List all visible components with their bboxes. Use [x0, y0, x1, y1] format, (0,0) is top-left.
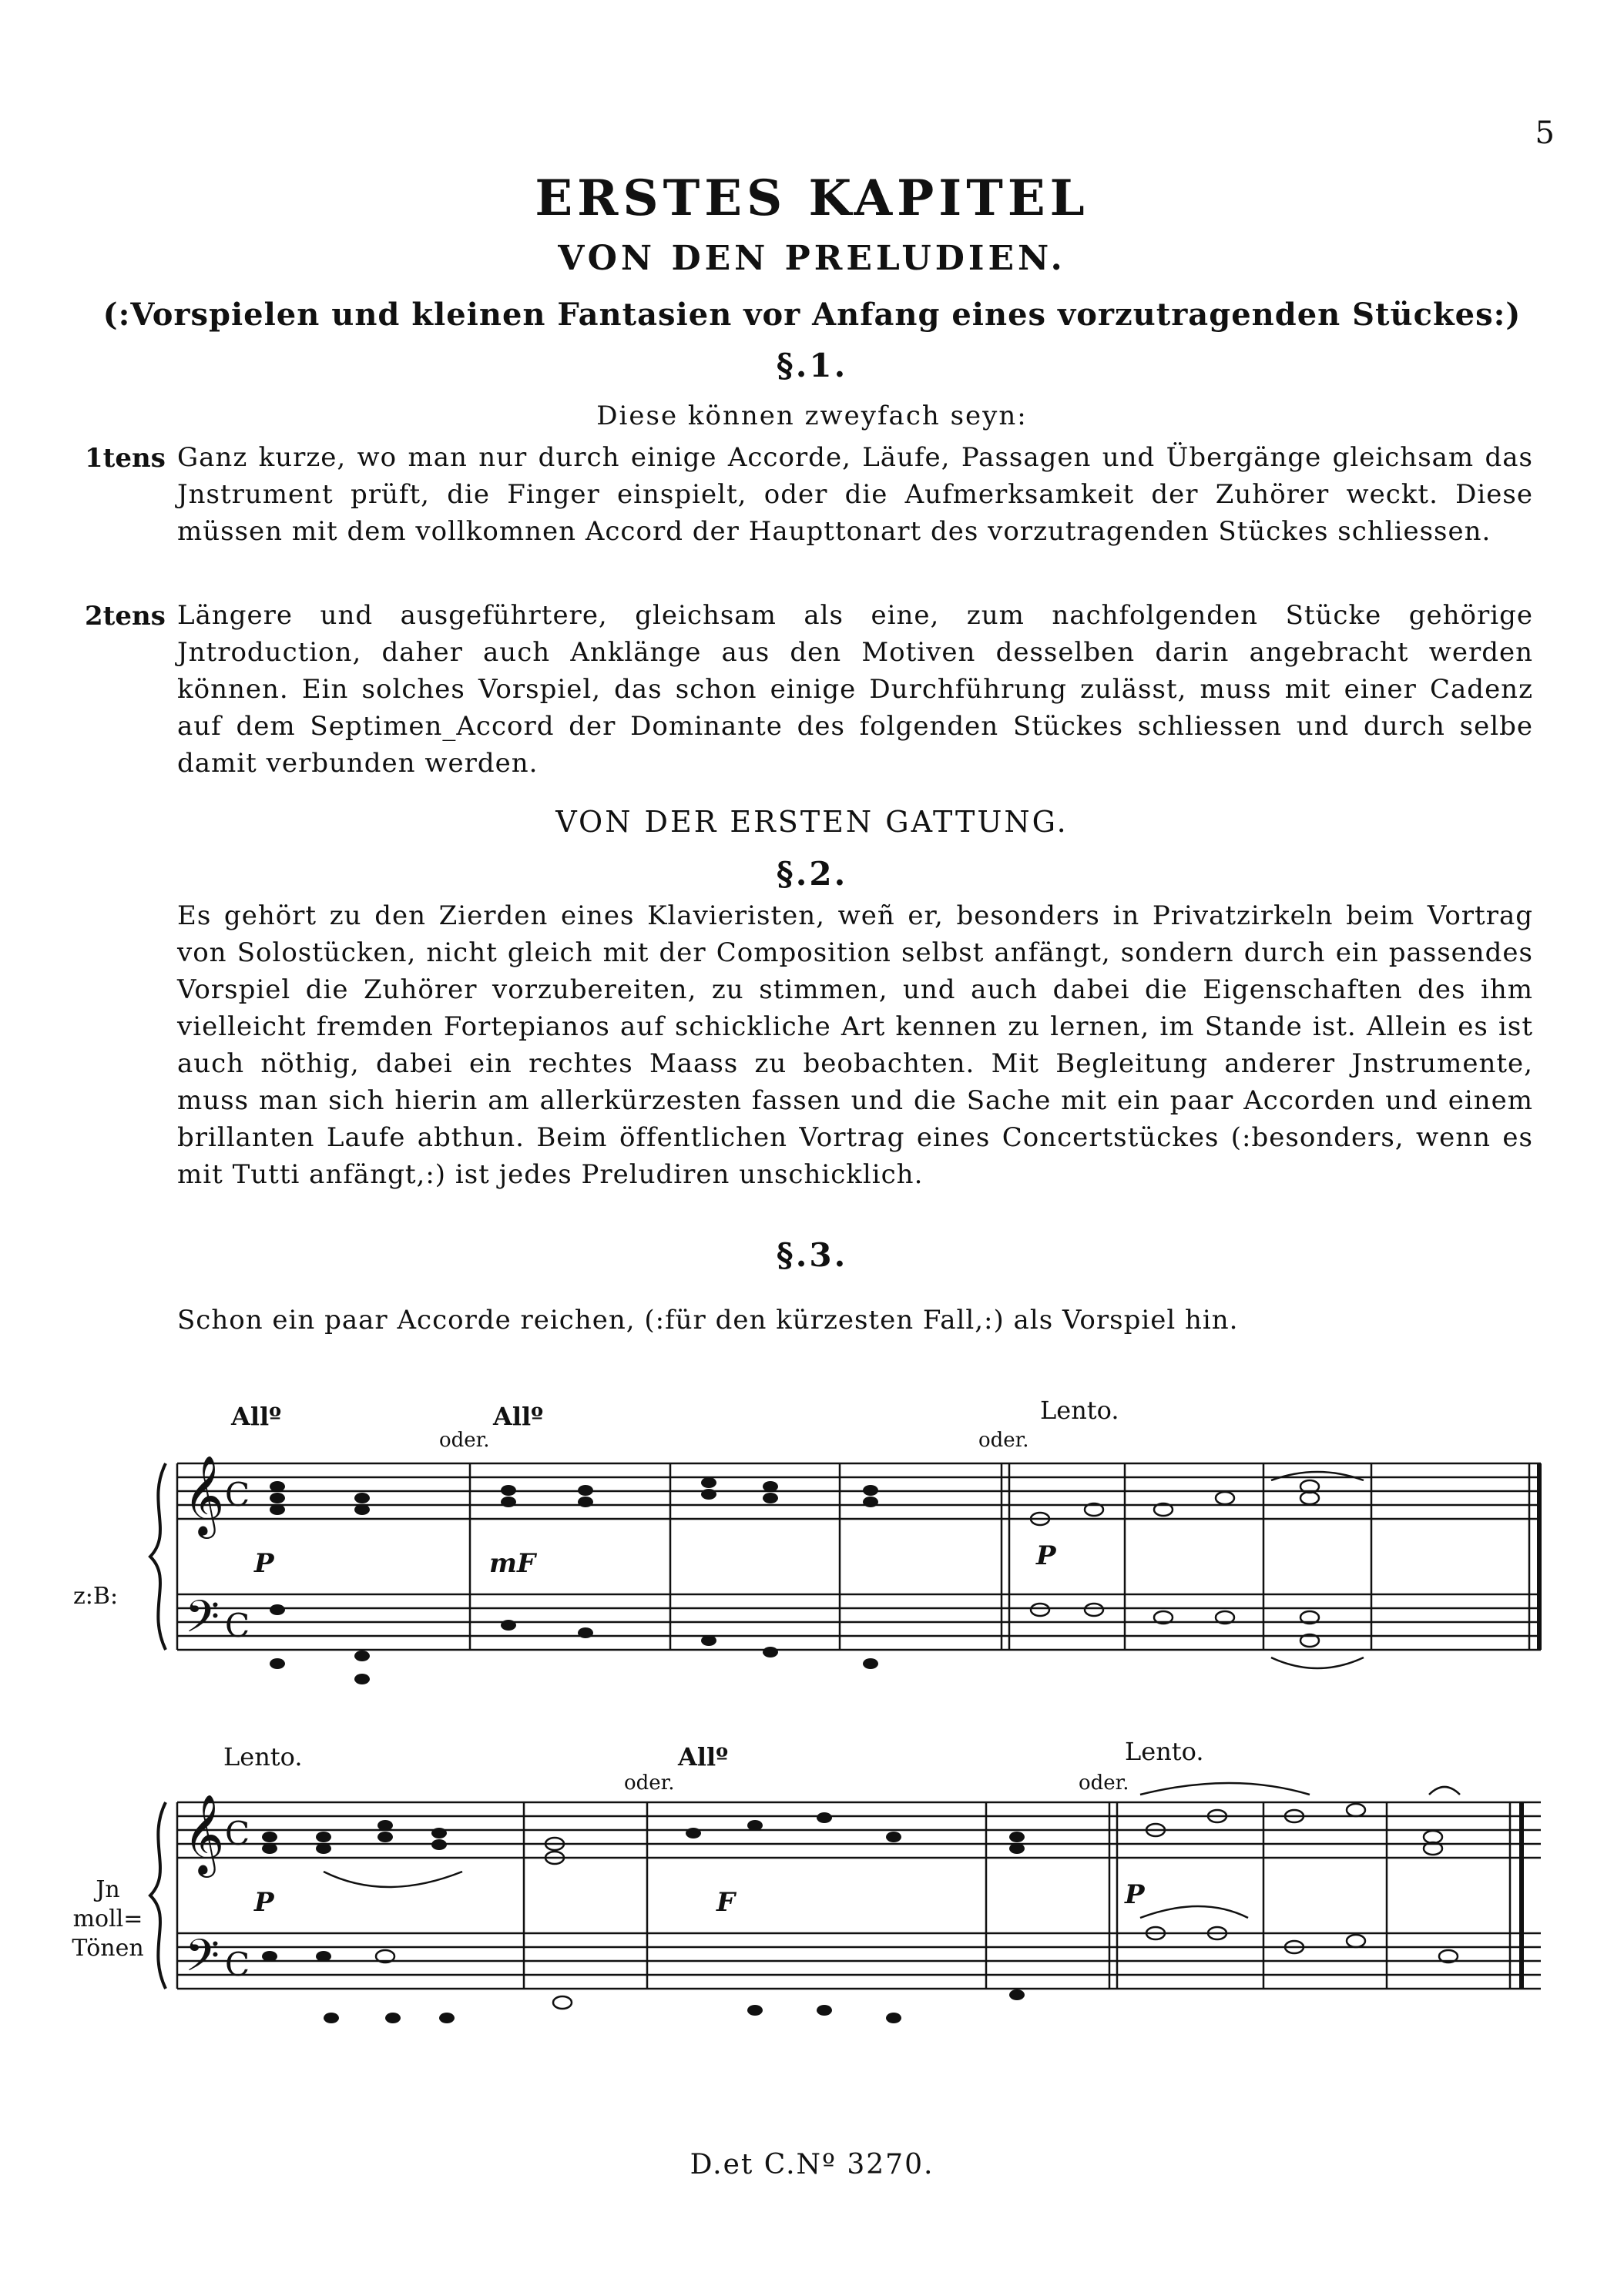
section3-text: Schon ein paar Accorde reichen, (:für den kürzesten Fall,:) als Vorspiel hin. [177, 1305, 1239, 1336]
music-system-2 [0, 1771, 1624, 2080]
item1-label: 1tens [85, 443, 166, 474]
section2-heading: VON DER ERSTEN GATTUNG. [555, 805, 1069, 839]
system1-label: z:B: [73, 1583, 119, 1610]
system1-dyn1: P [254, 1548, 274, 1579]
svg-text:C: C [225, 1607, 250, 1644]
section1-mark: §.1. [776, 347, 848, 384]
system1-dyn3: P [1036, 1540, 1056, 1571]
system2-label: Jn moll= Tönen [72, 1876, 144, 1962]
page-number: 5 [1535, 116, 1555, 151]
svg-text:𝄞: 𝄞 [183, 1455, 225, 1536]
system2-tempo3: Lento. [1125, 1737, 1204, 1766]
system2-oder1: oder. [624, 1771, 675, 1795]
chapter-title: ERSTES KAPITEL [535, 169, 1089, 227]
system1-tempo3: Lento. [1040, 1396, 1119, 1425]
music-system-1 [0, 1433, 1624, 1725]
section2-mark: §.2. [776, 855, 848, 893]
section1-intro: Diese können zweyfach seyn: [596, 401, 1028, 431]
system1-oder2: oder. [978, 1429, 1029, 1452]
system2-dyn2: F [716, 1887, 736, 1918]
item2-label: 2tens [85, 601, 166, 632]
item1-text: Ganz kurze, wo man nur durch einige Accorde, Läufe, Passagen und Übergänge gleichsam das Jnstrument prüft, die Finger einspielt, oder die Aufmerksamkeit der Zuhörer weckt. Diese müssen mit dem vollkomnen Accord der Haupttonart des vorzutragenden Stückes schliessen. [177, 442, 1533, 547]
svg-text:𝄞: 𝄞 [183, 1794, 225, 1875]
chapter-explanation: (:Vorspielen und kleinen Fantasien vor Anfang eines vorzutragenden Stückes:) [102, 297, 1522, 333]
item2-text: Längere und ausgeführtere, gleichsam als eine, zum nachfolgenden Stücke gehörige Jntroduction, daher auch Anklänge aus den Motiven desselben darin angebracht werden können. Ein solches Vorspiel, das schon einige Durchführung zulässt, muss mit einer Cadenz auf dem Septimen_Accord der Dominante des folgenden Stückes schliessen und durch selbe damit verbunden werden. [177, 600, 1533, 779]
svg-text:C: C [225, 1476, 250, 1513]
system1-oder1: oder. [439, 1429, 490, 1452]
system2-oder2: oder. [1079, 1771, 1129, 1795]
system1-tempo1: Allº [231, 1402, 282, 1431]
system2-dyn3: P [1125, 1879, 1145, 1910]
publisher-footer: D.et C.Nº 3270. [690, 2149, 934, 2180]
system1-dyn2: mF [489, 1548, 536, 1579]
section3-mark: §.3. [776, 1236, 848, 1274]
chapter-subtitle: VON DEN PRELUDIEN. [558, 239, 1066, 278]
system2-tempo1: Lento. [223, 1742, 303, 1771]
system1-tempo2: Allº [493, 1402, 544, 1431]
svg-text:C: C [225, 1946, 250, 1983]
section2-text: Es gehört zu den Zierden eines Klavieristen, weñ er, besonders in Privatzirkeln beim Vortrag von Solostücken, nicht gleich mit der Composition selbst anfängt, sondern durch ein passendes Vorspiel die Zuhörer vorzubereiten, zu stimmen, und auch dabei die Eigenschaften des ihm vielleicht fremden Fortepianos auf schickliche Art kennen zu lernen, im Stande ist. Allein es ist auch nöthig, dabei ein rechtes Maass zu beobachten. Mit Begleitung anderer Jnstrumente, muss man sich hierin am allerkürzesten fassen und die Sache mit ein paar Accorden und einem brillanten Laufe abthun. Beim öffentlichen Vortrag eines Concertstückes (:besonders, wenn es mit Tutti anfängt,:) ist jedes Preludiren unschicklich. [177, 900, 1533, 1190]
svg-text:C: C [225, 1815, 250, 1852]
svg-text:𝄢: 𝄢 [185, 1929, 220, 1993]
system2-tempo2: Allº [678, 1742, 729, 1771]
system2-dyn1: P [254, 1887, 274, 1918]
svg-text:𝄢: 𝄢 [185, 1590, 220, 1654]
